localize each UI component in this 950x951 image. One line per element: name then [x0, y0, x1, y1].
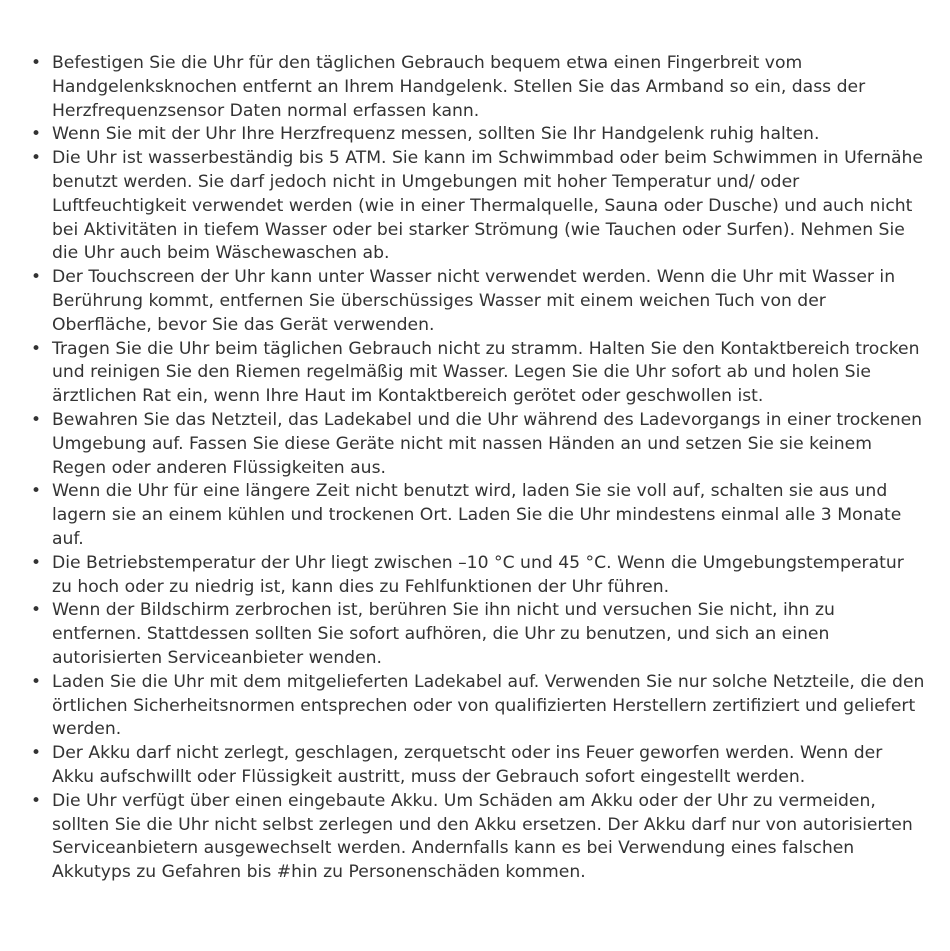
list-item-text: Befestigen Sie die Uhr für den täglichen Gebrauch bequem etwa einen Fingerbreit vom Handgelenksknochen entfernt an Ihrem Handgelenk. Stellen Sie das Armband so ein, dass der Herzfrequenzsensor Daten normal erfassen kann. [52, 53, 866, 121]
list-item-text: Die Betriebstemperatur der Uhr liegt zwischen –10 °C und 45 °C. Wenn die Umgebungstemperatur zu hoch oder zu niedrig ist, kann dies zu Fehlfunktionen der Uhr führen. [52, 552, 904, 597]
list-item [0, 552, 950, 600]
bullet-icon: • [31, 267, 42, 288]
bullet-icon: • [31, 124, 42, 145]
bullet-icon: • [31, 600, 42, 621]
list-item [0, 671, 950, 742]
list-item [0, 790, 950, 885]
list-item-text: Die Uhr verfügt über einen eingebaute Akku. Um Schäden am Akku oder der Uhr zu vermeiden, sollten Sie die Uhr nicht selbst zerlegen und den Akku ersetzen. Der Akku darf nur von autorisierten Serviceanbietern ausgewechselt werden. Andernfalls kann es bei Verwendung eines falschen Akkutyps zu Gefahren bis #hin zu Personenschäden kommen. [52, 790, 913, 883]
list-item [0, 52, 950, 123]
safety-bullet-list [0, 52, 950, 885]
bullet-icon: • [31, 409, 42, 430]
safety-instructions-document [0, 52, 950, 885]
list-item [0, 480, 950, 551]
list-item [0, 742, 950, 790]
bullet-icon: • [31, 552, 42, 573]
bullet-icon: • [31, 338, 42, 359]
bullet-icon: • [31, 671, 42, 692]
bullet-icon: • [31, 743, 42, 764]
list-item-text: Der Touchscreen der Uhr kann unter Wasser nicht verwendet werden. Wenn die Uhr mit Wasser in Berührung kommt, entfernen Sie überschüssiges Wasser mit einem weichen Tuch von der Oberfläche, bevor Sie das Gerät verwenden. [52, 267, 896, 335]
list-item [0, 147, 950, 266]
list-item-text: Wenn Sie mit der Uhr Ihre Herzfrequenz messen, sollten Sie Ihr Handgelenk ruhig halten. [52, 124, 820, 145]
bullet-icon: • [31, 148, 42, 169]
bullet-icon: • [31, 790, 42, 811]
list-item [0, 599, 950, 670]
list-item [0, 266, 950, 337]
list-item-text: Laden Sie die Uhr mit dem mitgelieferten Ladekabel auf. Verwenden Sie nur solche Netzteile, die den örtlichen Sicherheitsnormen entsprechen oder von qualifizierten Herstellern zertifiziert und geliefert werden. [52, 671, 925, 740]
list-item [0, 409, 950, 480]
list-item-text: Bewahren Sie das Netzteil, das Ladekabel und die Uhr während des Ladevorgangs in einer trockenen Umgebung auf. Fassen Sie diese Geräte nicht mit nassen Händen an und setzen Sie sie keinem Regen oder anderen Flüssigkeiten aus. [52, 409, 923, 478]
list-item [0, 338, 950, 409]
list-item-text: Die Uhr ist wasserbeständig bis 5 ATM. Sie kann im Schwimmbad oder beim Schwimmen in Ufernähe benutzt werden. Sie darf jedoch nicht in Umgebungen mit hoher Temperatur und/ oder Luftfeuchtigkeit verwendet werden (wie in einer Thermalquelle, Sauna oder Dusche) und auch nicht bei Aktivitäten in tiefem Wasser oder bei starker Strömung (wie Tauchen oder Surfen). Nehmen Sie die Uhr auch beim Wäschewaschen ab. [52, 148, 923, 264]
list-item-text: Wenn der Bildschirm zerbrochen ist, berühren Sie ihn nicht und versuchen Sie nicht, ihn zu entfernen. Stattdessen sollten Sie sofort aufhören, die Uhr zu benutzen, und sich an einen autorisierten Serviceanbieter wenden. [52, 600, 835, 668]
list-item-text: Der Akku darf nicht zerlegt, geschlagen, zerquetscht oder ins Feuer geworfen werden. Wenn der Akku aufschwillt oder Flüssigkeit austritt, muss der Gebrauch sofort eingestellt werden. [52, 743, 883, 787]
bullet-icon: • [31, 53, 42, 73]
list-item [0, 123, 950, 147]
bullet-icon: • [31, 481, 42, 502]
list-item-text: Tragen Sie die Uhr beim täglichen Gebrauch nicht zu stramm. Halten Sie den Kontaktbereich trocken und reinigen Sie den Riemen regelmäßig mit Wasser. Legen Sie die Uhr sofort ab und holen Sie ärztlichen Rat ein, wenn Ihre Haut im Kontaktbereich gerötet oder geschwollen ist. [52, 338, 920, 407]
list-item-text: Wenn die Uhr für eine längere Zeit nicht benutzt wird, laden Sie sie voll auf, schalten sie aus und lagern sie an einem kühlen und trockenen Ort. Laden Sie die Uhr mindestens einmal alle 3 Monate auf. [52, 481, 902, 549]
